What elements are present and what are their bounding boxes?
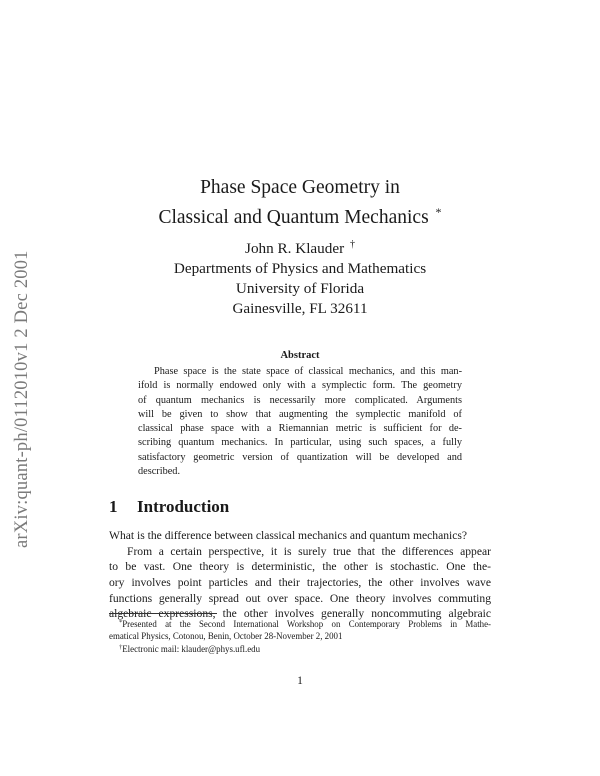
abstract-heading: Abstract	[280, 350, 320, 361]
body-line: ory involves point particles and their trajectories, the other involves wave	[109, 576, 491, 590]
abstract-line: ifold is normally endowed only with a symplectic form. The geometry	[138, 380, 462, 392]
body-line: to be vast. One theory is deterministic, the other is stochastic. One the-	[109, 560, 491, 574]
title-line-2-text: Classical and Quantum Mechanics	[158, 207, 429, 228]
abstract-line: satisfactory geometric version of quantization will be developed and	[138, 451, 462, 463]
body-line: algebraic expressions, the other involves generally noncommuting algebraic	[109, 607, 491, 621]
body-line: functions generally spread out over space. One theory involves commuting	[109, 591, 491, 605]
abstract-line: described.	[138, 466, 181, 478]
title-footnote-mark: *	[435, 205, 442, 219]
title-line-1: Phase Space Geometry in	[200, 177, 400, 198]
author-department: Departments of Physics and Mathematics	[173, 260, 427, 277]
arxiv-identifier: arXiv:quant-ph/0112010v1 2 Dec 2001	[12, 250, 32, 548]
section-title: Introduction	[137, 497, 230, 516]
footnote-text: Presented at the Second International Workshop on Contemporary Problems in Mathe-	[122, 619, 491, 629]
abstract-line: classical phase space with a Riemannian metric is sufficient for de-	[138, 423, 462, 435]
footnote-mark: †	[119, 644, 123, 651]
section-number: 1	[109, 497, 118, 516]
footnotes	[109, 617, 491, 655]
author-university: University of Florida	[235, 280, 365, 297]
footnote-rule	[109, 613, 217, 614]
author-name-line	[100, 235, 500, 259]
page-number: 1	[297, 675, 303, 687]
title-line-2	[100, 200, 500, 230]
author-name: John R. Klauder	[245, 240, 345, 257]
body-text	[109, 528, 491, 622]
abstract-line: scribing quantum mechanics. In particular, using such spaces, a fully	[138, 437, 462, 449]
abstract-line: will be given to show that augmenting the symplectic manifold of	[138, 408, 462, 420]
abstract-line: Phase space is the state space of classical mechanics, and this man-	[154, 366, 462, 377]
abstract-body	[138, 365, 462, 479]
author-affiliation	[100, 235, 500, 319]
author-location: Gainesville, FL 32611	[232, 300, 368, 317]
section-heading	[109, 497, 229, 517]
footnote-line	[109, 617, 491, 630]
footnote-line: ematical Physics, Cotonou, Benin, October 28-November 2, 2001	[109, 630, 343, 641]
footnote-text: Electronic mail: klauder@phys.ufl.edu	[122, 644, 261, 654]
body-line: What is the difference between classical mechanics and quantum mechanics?	[109, 529, 468, 542]
abstract-line: of quantum mechanics is necessarily more complicated. Arguments	[138, 394, 462, 406]
paper-title	[100, 175, 500, 230]
footnote-line	[109, 642, 491, 655]
footnote-mark: *	[119, 619, 123, 626]
body-line: From a certain perspective, it is surely true that the differences appear	[127, 544, 491, 558]
author-footnote-mark: †	[349, 239, 355, 250]
